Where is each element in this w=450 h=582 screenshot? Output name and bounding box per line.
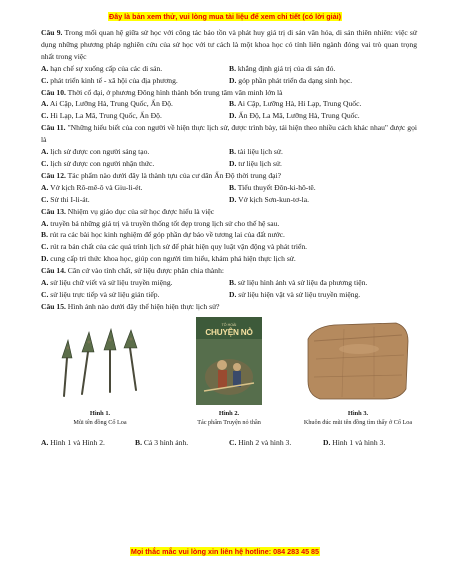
- option-text: Ai Cập, Lưỡng Hà, Trung Quốc, Ấn Độ.: [48, 99, 173, 109]
- option-c[interactable]: [229, 437, 323, 449]
- option-text: góp phần phát triển đa dạng sinh học.: [236, 75, 353, 85]
- question-label: Câu 9.: [41, 28, 63, 37]
- option-text: lịch sử được con người sáng tạo.: [48, 147, 150, 157]
- option-key: B.: [229, 63, 236, 73]
- question-stem: Nhiệm vụ giáo dục của sử học được hiểu là việc: [65, 206, 215, 216]
- option-b[interactable]: [229, 146, 417, 158]
- option-text: Ấn Độ, La Mã, Lưỡng Hà, Trung Quốc.: [236, 111, 360, 121]
- option-text: Ai Cập, Lưỡng Hà, Hi Lạp, Trung Quốc.: [235, 99, 362, 109]
- figure-title: Hình 1.: [89, 409, 111, 417]
- book-author: TÔ HOÀI: [221, 322, 237, 327]
- option-b[interactable]: [229, 277, 417, 289]
- option-d[interactable]: [229, 289, 417, 301]
- option-key: D.: [229, 75, 237, 85]
- option-text: Tiểu thuyết Đôn-ki-hô-tê.: [235, 182, 316, 192]
- options-row: [41, 277, 417, 289]
- option-text: khẳng định giá trị của di sản đó.: [235, 63, 336, 73]
- option-c[interactable]: [41, 110, 229, 122]
- bronze-arrowheads-image: [41, 317, 159, 405]
- option-d[interactable]: [323, 437, 417, 449]
- arrowhead-mold-image: [299, 317, 417, 405]
- option-key: C.: [229, 437, 237, 447]
- options-row: [41, 63, 417, 75]
- options-row: [41, 146, 417, 158]
- option-text: truyền bá những giá trị và truyền thống tốt đẹp trong lịch sử cho thế hệ sau.: [48, 218, 280, 228]
- option-text: Sử thi I-li-át.: [48, 194, 90, 204]
- option-c[interactable]: [41, 194, 229, 206]
- preview-banner: [0, 12, 450, 21]
- question-label: Câu 11.: [41, 123, 66, 133]
- option-text: rút ra bản chất của các quá trình lịch sử để phát hiện quy luật vận động và phát triển.: [48, 242, 308, 252]
- book-cover-image: [196, 317, 262, 405]
- option-text: rút ra các bài học kinh nghiệm để góp phần dự báo về tương lai của đất nước.: [47, 230, 285, 240]
- question-label: Câu 13.: [41, 206, 66, 216]
- figure-title: Hình 3.: [347, 409, 369, 417]
- option-text: Vở kịch Sơn-kun-tơ-la.: [236, 194, 310, 204]
- option-a[interactable]: [41, 277, 229, 289]
- option-a[interactable]: [41, 63, 229, 75]
- option-text: Hình 2 và hình 3.: [236, 437, 292, 447]
- option-text: Cả 3 hình ảnh.: [141, 437, 189, 447]
- option-c[interactable]: [41, 75, 229, 87]
- option-key: C.: [41, 194, 49, 204]
- option-key: D.: [323, 437, 331, 447]
- hotline-banner-text: Mọi thắc mắc vui lòng xin liên hệ hotline: 084 283 45 85: [130, 547, 320, 556]
- option-a[interactable]: [41, 146, 229, 158]
- option-text: sử liệu hiện vật và sử liệu truyền miệng.: [236, 289, 361, 299]
- question-stem: Hình ảnh nào dưới đây thể hiện hiện thực lịch sử?: [65, 301, 220, 311]
- option-key: A.: [41, 99, 49, 109]
- options-row: [41, 182, 417, 194]
- option-a[interactable]: [41, 437, 135, 449]
- option-text: sử liệu chữ viết và sử liệu truyền miệng.: [48, 278, 173, 288]
- option-d[interactable]: [229, 75, 417, 87]
- option-key: A.: [41, 63, 49, 73]
- option-key: A.: [41, 147, 49, 157]
- question-label: Câu 12.: [41, 170, 66, 180]
- question-label: Câu 15.: [41, 301, 66, 311]
- options-row: [41, 289, 417, 301]
- option-key: A.: [41, 437, 49, 447]
- option-text: tư liệu lịch sử.: [236, 158, 282, 168]
- options-row: [41, 194, 417, 206]
- option-d[interactable]: [229, 110, 417, 122]
- option-text: Vở kịch Rô-mê-ô và Giu-li-ét.: [48, 182, 143, 192]
- option-key: B.: [41, 230, 48, 240]
- hotline-banner: [0, 547, 450, 556]
- question-stem: "Những hiểu biết của con người về hiện thực lịch sử, được trình bày, tái hiện theo nhiều cách khác nhau" được gọi là: [41, 123, 417, 145]
- option-text: tài liệu lịch sử.: [235, 147, 283, 157]
- question-9: [41, 27, 417, 63]
- option-b[interactable]: [229, 63, 417, 75]
- figure-3: [299, 317, 417, 437]
- option-a[interactable]: [41, 98, 229, 110]
- option-key: A.: [41, 182, 49, 192]
- option-key: D.: [229, 289, 237, 299]
- option-key: C.: [41, 111, 49, 121]
- option-text: Hình 1 và Hình 2.: [48, 437, 105, 447]
- question-stem: Thời cổ đại, ở phương Đông hình thành bốn trung tâm văn minh lớn là: [65, 87, 283, 97]
- option-b[interactable]: [135, 437, 229, 449]
- question-11: [41, 122, 417, 146]
- option-text: sử liệu hình ảnh và sử liệu đa phương tiện.: [235, 278, 368, 288]
- question-10: [41, 87, 417, 99]
- option-key: C.: [41, 289, 49, 299]
- option-text: Hi Lạp, La Mã, Trung Quốc, Ấn Độ.: [48, 111, 162, 121]
- option-key: C.: [41, 158, 49, 168]
- option-c[interactable]: [41, 158, 229, 170]
- option-key: B.: [229, 147, 236, 157]
- question-label: Câu 10.: [41, 87, 66, 97]
- options-row: [41, 437, 417, 449]
- figure-caption: Mũi tên đồng Cổ Loa: [73, 418, 127, 426]
- option-d[interactable]: [229, 158, 417, 170]
- option-key: D.: [229, 111, 237, 121]
- option-key: B.: [229, 182, 236, 192]
- figure-title: Hình 2.: [218, 409, 240, 417]
- option-key: D.: [229, 158, 237, 168]
- options-row: [41, 75, 417, 87]
- option-d[interactable]: [229, 194, 417, 206]
- option-text: hạn chế sự xuống cấp của các di sản.: [48, 63, 163, 73]
- question-sheet: [41, 27, 417, 449]
- question-14: [41, 265, 417, 277]
- question-stem: Tác phẩm nào dưới đây là thành tựu của cư dân Ấn Độ thời trung đại?: [65, 170, 281, 180]
- option-key: D.: [41, 254, 49, 264]
- option-key: B.: [229, 278, 236, 288]
- option-text: sử liệu trực tiếp và sử liệu gián tiếp.: [48, 289, 160, 299]
- option-key: A.: [41, 218, 49, 228]
- option-text: Hình 1 và hình 3.: [330, 437, 386, 447]
- figure-1: [41, 317, 159, 437]
- option-key: A.: [41, 278, 49, 288]
- option-key: C.: [41, 75, 49, 85]
- option-key: B.: [229, 99, 236, 109]
- figure-row: [41, 317, 417, 437]
- question-label: Câu 14.: [41, 266, 66, 276]
- figure-caption: Khuôn đúc mũi tên đồng tìm thấy ở Cổ Loa: [303, 418, 413, 426]
- preview-banner-text: Đây là bản xem thử, vui lòng mua tài liệu để xem chi tiết (có lời giải): [109, 12, 341, 21]
- figure-2: [170, 317, 288, 437]
- option-a[interactable]: [41, 218, 417, 230]
- option-key: C.: [41, 242, 49, 252]
- option-d[interactable]: [41, 253, 417, 265]
- option-text: phát triển kinh tế - xã hội của địa phương.: [48, 75, 178, 85]
- option-text: lịch sử được con người nhận thức.: [48, 158, 155, 168]
- question-stem: Trong mối quan hệ giữa sử học với công tác bảo tồn và phát huy giá trị di sản văn hóa, di sản thiên nhiên: việc sử dụng những phương pháp nghiên cứu của sử học với tư cách là một khoa học có tính liên ngành đóng vai trò quan trọng nhất trong việc: [41, 28, 417, 61]
- figure-caption: Tác phẩm Truyện nỏ thần: [197, 418, 261, 426]
- question-stem: Căn cứ vào tính chất, sử liệu được phân chia thành:: [65, 266, 224, 276]
- option-text: cung cấp tri thức khoa học, giúp con người tìm hiểu, khám phá hiện thực lịch sử.: [48, 254, 296, 264]
- option-b[interactable]: [229, 182, 417, 194]
- option-b[interactable]: [41, 229, 417, 241]
- option-b[interactable]: [229, 98, 417, 110]
- book-title: CHUYỆN NỎ: [205, 327, 253, 337]
- option-c[interactable]: [41, 241, 417, 253]
- option-a[interactable]: [41, 182, 229, 194]
- option-key: D.: [229, 194, 237, 204]
- question-15: [41, 301, 417, 313]
- options-row: [41, 158, 417, 170]
- options-row: [41, 110, 417, 122]
- options-row: [41, 98, 417, 110]
- option-c[interactable]: [41, 289, 229, 301]
- option-key: B.: [135, 437, 142, 447]
- question-13: [41, 206, 417, 218]
- question-12: [41, 170, 417, 182]
